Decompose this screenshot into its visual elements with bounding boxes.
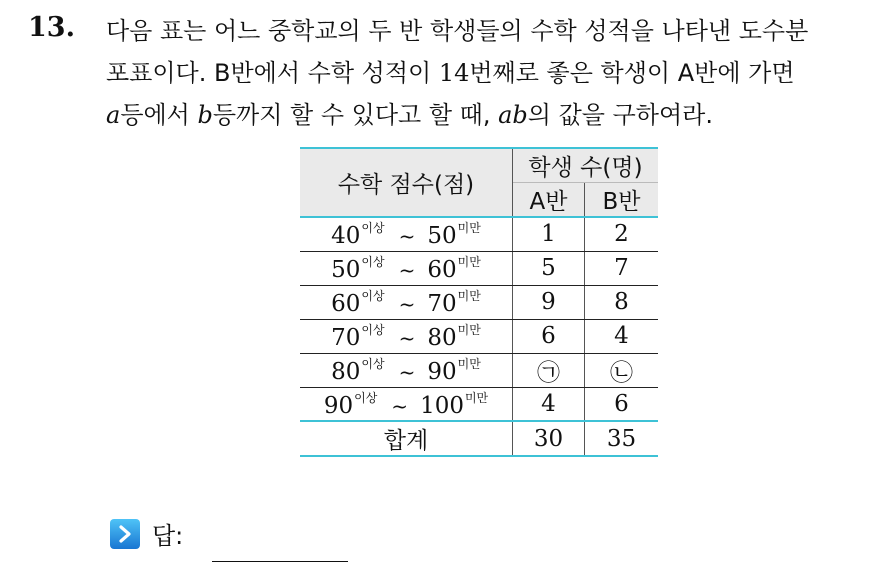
- total-class-b: 35: [585, 421, 659, 456]
- below-label: 미만: [464, 390, 489, 405]
- answer-area: [110, 516, 183, 551]
- range-tilde: ~: [398, 326, 416, 350]
- table-row: [300, 353, 658, 387]
- question-line-1: 다음 표는 어느 중학교의 두 반 학생들의 수학 성적을 나타낸 도수분: [106, 17, 809, 45]
- above-label: 이상: [361, 221, 385, 236]
- total-label: 합계: [300, 421, 513, 456]
- score-high: 80: [427, 325, 457, 351]
- table-row: [300, 217, 658, 251]
- variable-b: b: [197, 101, 213, 129]
- score-high: 100: [420, 392, 464, 419]
- question-line-2-start: 포표이다. B반에서 수학 성적이: [106, 59, 439, 87]
- above-label: 이상: [361, 357, 385, 371]
- table-body: [300, 217, 658, 456]
- below-label: 미만: [457, 323, 481, 337]
- table-row: [300, 387, 658, 421]
- score-range: [300, 353, 513, 387]
- total-class-a: 30: [513, 421, 585, 456]
- question-number: 13.: [28, 12, 75, 43]
- count-class-a: 1: [513, 217, 585, 251]
- above-label: 이상: [361, 255, 385, 269]
- score-low: 80: [331, 359, 361, 385]
- variable-a: a: [106, 101, 121, 129]
- variable-ab: ab: [498, 101, 528, 129]
- total-row: [300, 421, 658, 456]
- score-high: 90: [427, 359, 457, 385]
- below-label: 미만: [457, 289, 481, 303]
- range-tilde: ~: [398, 224, 416, 249]
- question-line-3: [106, 94, 876, 136]
- header-score: 수학 점수(점): [300, 148, 513, 217]
- score-low: 90: [323, 392, 354, 419]
- header-class-b: B반: [585, 183, 659, 218]
- question-line-3-part-3: 의 값을 구하여라.: [527, 101, 713, 129]
- above-label: 이상: [361, 323, 385, 337]
- question-line-3-part-2: 등까지 할 수 있다고 할 때,: [212, 101, 499, 129]
- range-tilde: ~: [391, 393, 409, 418]
- table-row: [300, 319, 658, 353]
- count-class-b-unknown: ㉡: [585, 353, 659, 387]
- above-label: 이상: [354, 390, 378, 405]
- below-label: 미만: [457, 255, 481, 269]
- question-text: [106, 10, 876, 136]
- frequency-table: [300, 147, 658, 457]
- question-line-2: [106, 52, 876, 94]
- score-range: [300, 251, 513, 285]
- score-range: [300, 387, 513, 421]
- table-row: [300, 285, 658, 319]
- count-class-b: 8: [585, 285, 659, 319]
- header-student-count: 학생 수(명): [513, 148, 659, 183]
- score-low: 70: [331, 325, 361, 351]
- count-class-a: 9: [513, 285, 585, 319]
- question-line-2-end: 번째로 좋은 학생이 A반에 가면: [469, 59, 795, 87]
- question-line-3-part-1: 등에서: [120, 101, 198, 129]
- score-range: [300, 319, 513, 353]
- count-class-b: 2: [585, 217, 659, 251]
- count-class-b: 7: [585, 251, 659, 285]
- above-label: 이상: [361, 289, 385, 303]
- range-tilde: ~: [398, 258, 416, 282]
- below-label: 미만: [457, 357, 481, 371]
- score-high: 50: [427, 223, 457, 250]
- count-class-a: 5: [513, 251, 585, 285]
- count-class-b: 6: [585, 387, 659, 421]
- score-range: [300, 217, 513, 251]
- answer-label: 답:: [152, 522, 184, 550]
- range-tilde: ~: [398, 292, 416, 316]
- range-tilde: ~: [398, 360, 416, 384]
- chevron-right-icon: [110, 519, 140, 549]
- score-high: 60: [427, 257, 457, 283]
- count-class-a: 4: [513, 387, 585, 421]
- count-class-a: 6: [513, 319, 585, 353]
- score-low: 40: [331, 223, 361, 250]
- question-rank-number: 14: [438, 59, 470, 87]
- score-low: 50: [331, 257, 361, 283]
- score-low: 60: [331, 291, 361, 317]
- below-label: 미만: [457, 221, 481, 236]
- table-row: [300, 251, 658, 285]
- count-class-b: 4: [585, 319, 659, 353]
- score-range: [300, 285, 513, 319]
- count-class-a-unknown: ㉠: [513, 353, 585, 387]
- header-class-a: A반: [513, 183, 585, 218]
- score-high: 70: [427, 291, 457, 317]
